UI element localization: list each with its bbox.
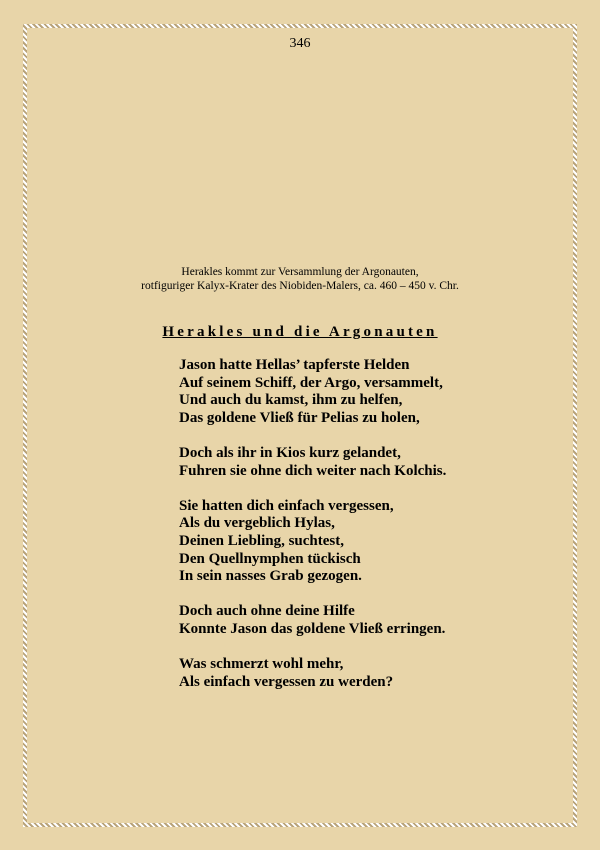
caption-line: rotfiguriger Kalyx-Krater des Niobiden-Malers, ca. 460 – 450 v. Chr. bbox=[141, 280, 459, 292]
caption-line: Herakles kommt zur Versammlung der Argonauten, bbox=[181, 266, 419, 278]
poem-line: Das goldene Vließ für Pelias zu holen, bbox=[179, 409, 420, 426]
poem-line: Auf seinem Schiff, der Argo, versammelt, bbox=[179, 374, 443, 391]
page-number: 346 bbox=[289, 36, 311, 51]
stanza bbox=[179, 357, 446, 427]
poem-line: Sie hatten dich einfach vergessen, bbox=[179, 497, 394, 514]
poem-title: Herakles und die Argonauten bbox=[162, 324, 438, 340]
poem-body bbox=[179, 357, 446, 709]
poem-line: Jason hatte Hellas’ tapferste Helden bbox=[179, 357, 410, 373]
stanza bbox=[179, 656, 446, 691]
poem-line: Doch auch ohne deine Hilfe bbox=[179, 603, 355, 620]
poem-line: Doch als ihr in Kios kurz gelandet, bbox=[179, 444, 401, 461]
poem-line: Als einfach vergessen zu werden? bbox=[179, 673, 394, 690]
poem-line: Konnte Jason das goldene Vließ erringen. bbox=[179, 620, 446, 637]
stanza bbox=[179, 498, 446, 586]
poem-line: Und auch du kamst, ihm zu helfen, bbox=[179, 392, 403, 409]
stanza bbox=[179, 603, 446, 638]
image-caption bbox=[0, 265, 600, 293]
stanza bbox=[179, 445, 446, 480]
poem-line: Was schmerzt wohl mehr, bbox=[179, 656, 344, 673]
poem-line: In sein nasses Grab gezogen. bbox=[179, 568, 362, 585]
poem-line: Als du vergeblich Hylas, bbox=[179, 515, 335, 532]
poem-line: Deinen Liebling, suchtest, bbox=[179, 532, 345, 549]
poem-line: Fuhren sie ohne dich weiter nach Kolchis. bbox=[179, 462, 447, 479]
poem-line: Den Quellnymphen tückisch bbox=[179, 550, 361, 567]
